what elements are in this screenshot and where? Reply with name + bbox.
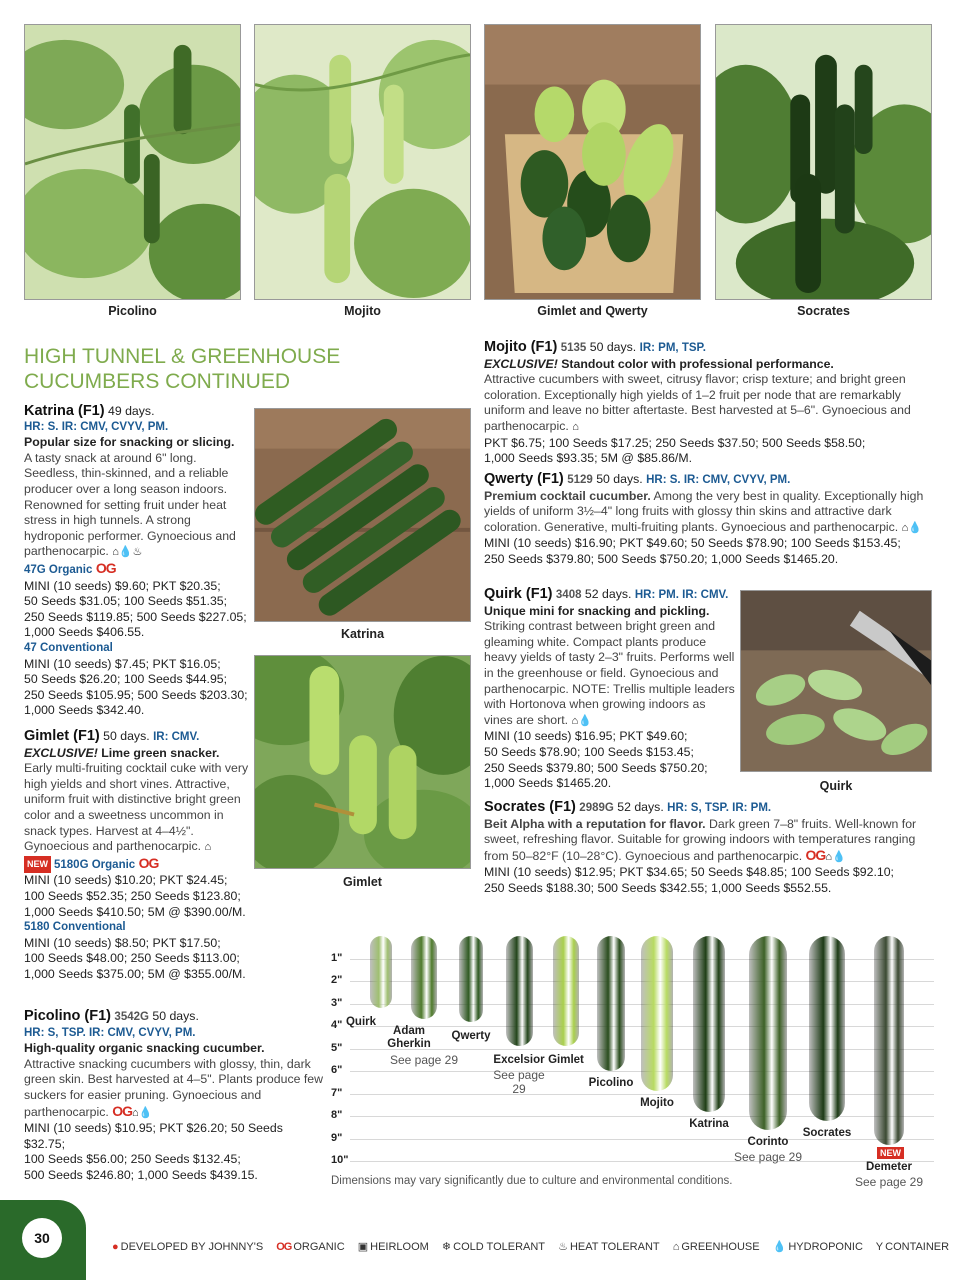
- price-line: PKT $6.75; 100 Seeds $17.25; 250 Seeds $37.50; 500 Seeds $58.50;: [484, 435, 866, 450]
- price-line: 50 Seeds $31.05; 100 Seeds $51.35;: [24, 594, 228, 609]
- size-chart-note: Dimensions may vary significantly due to culture and environmental conditions.: [331, 1175, 733, 1187]
- legend-label: COLD TOLERANT: [453, 1241, 546, 1253]
- variety-socrates: [484, 800, 930, 897]
- variety-headline: Unique mini for snacking and pickling.: [484, 603, 710, 618]
- price-line: 250 Seeds $119.85; 500 Seeds $227.05;: [24, 609, 247, 624]
- price-line: 250 Seeds $379.80; 500 Seeds $750.20; 1,000 Seeds $1465.20.: [484, 551, 839, 566]
- icon-legend: [112, 1240, 959, 1253]
- photo-quirk: [740, 590, 932, 772]
- hydroponic-icon: 💧: [908, 521, 922, 534]
- hydroponic-icon: 💧: [118, 546, 133, 559]
- section-title-line-1: HIGH TUNNEL & GREENHOUSE: [24, 345, 341, 368]
- organic-icon: OG: [95, 559, 116, 576]
- variety-resistance: HR: S. IR: CMV, CVYV, PM.: [24, 420, 169, 433]
- variety-resistance: HR: PM. IR: CMV.: [634, 589, 729, 601]
- cucumber-gimlet: [553, 936, 579, 1046]
- greenhouse-icon: ⌂: [572, 420, 579, 433]
- organic-icon: OG: [112, 1102, 132, 1119]
- greenhouse-icon: ⌂: [672, 1241, 680, 1253]
- variety-headline: Lime green snacker.: [101, 745, 220, 760]
- variety-headline: High-quality organic snacking cucumber.: [24, 1041, 265, 1056]
- variety-name: Gimlet (F1): [24, 728, 100, 744]
- conventional-label: 5180 Conventional: [24, 921, 126, 934]
- new-badge: NEW: [24, 856, 51, 874]
- exclusive-label: EXCLUSIVE!: [484, 356, 558, 371]
- cucumber-name: Katrina: [689, 1117, 729, 1130]
- variety-description: Striking contrast between bright green and gleaming white. Compact plants produce heavy yields of tasty 2–3" fruits. Performs well in the greenhouse or field. Gynoecious and parthenocarpic. NOTE: Trellis multiple leaders with Hortonova when growing indoors as vines are short.: [484, 619, 735, 727]
- product-code: 5129: [567, 474, 593, 486]
- cucumber-name: Picolino: [588, 1077, 634, 1089]
- photo-caption: Picolino: [108, 304, 157, 318]
- variety-name: Mojito (F1): [484, 339, 558, 355]
- product-code: 5135: [560, 342, 587, 354]
- cucumber-excelsior: [506, 936, 533, 1046]
- photo-caption: Quirk: [819, 779, 853, 793]
- variety-days: 50 days.: [589, 340, 637, 354]
- price-line: 100 Seeds $56.00; 250 Seeds $132.45;: [24, 1152, 241, 1167]
- legend-label: HEIRLOOM: [370, 1241, 429, 1253]
- variety-mojito: [484, 340, 924, 467]
- photo-katrina: [254, 408, 471, 622]
- inch-label: 8": [331, 1109, 343, 1121]
- photo-caption: Gimlet: [343, 875, 382, 889]
- hydroponic-icon: 💧: [772, 1241, 787, 1253]
- greenhouse-icon: ⌂: [901, 521, 909, 534]
- legend-label: DEVELOPED BY JOHNNY'S: [120, 1241, 264, 1253]
- product-code: 3408: [555, 589, 582, 601]
- cucumber-name: Socrates: [802, 1126, 852, 1139]
- product-code: 3542G: [114, 1011, 149, 1023]
- variety-headline: Premium cocktail cucumber.: [484, 488, 651, 503]
- price-line: 1,000 Seeds $406.55.: [24, 625, 145, 640]
- cucumber-qwerty: [459, 936, 483, 1022]
- see-page-note: See page 29: [389, 1053, 459, 1068]
- hydroponic-icon: 💧: [831, 850, 846, 863]
- cucumber-mojito: [641, 936, 673, 1091]
- photo-picolino: [24, 24, 241, 300]
- section-title-line-2: CUCUMBERS CONTINUED: [24, 370, 291, 393]
- inch-label: 4": [331, 1019, 343, 1031]
- variety-headline: Standout color with professional performance.: [561, 356, 834, 371]
- heat-tolerant-icon: ♨: [558, 1241, 568, 1253]
- variety-description: Among the very best in quality. Exceptionally high yields of uniform 3½–4" long fruits with glossy thin skins and attractive dark coloration. Generative, multi-fruiting plants. Gynoecious and parthenocarpic.: [484, 488, 924, 534]
- organic-icon: OG: [138, 854, 159, 871]
- variety-name: Katrina (F1): [24, 403, 105, 419]
- photo-mojito: [254, 24, 471, 300]
- inch-label: 1": [331, 951, 343, 964]
- cucumber-name: Excelsior: [493, 1054, 545, 1067]
- greenhouse-icon: ⌂: [571, 714, 579, 727]
- variety-gimlet: [24, 729, 250, 983]
- photo-gimlet: [254, 655, 471, 869]
- see-page-note: See page 29: [733, 1149, 803, 1164]
- cucumber-adam-gherkin: [411, 936, 437, 1019]
- variety-resistance: IR: PM, TSP.: [639, 342, 706, 354]
- size-grid-line: [350, 1161, 934, 1162]
- price-line: MINI (10 seeds) $16.90; PKT $49.60; 50 Seeds $78.90; 100 Seeds $153.45;: [484, 536, 901, 551]
- cucumber-name: Quirk: [345, 1016, 377, 1028]
- price-line: MINI (10 seeds) $16.95; PKT $49.60;: [484, 729, 688, 744]
- heirloom-icon: ▣: [357, 1241, 369, 1253]
- price-line: 250 Seeds $105.95; 500 Seeds $203.30;: [24, 687, 248, 702]
- hydroponic-icon: 💧: [578, 714, 592, 727]
- variety-name: Socrates (F1): [484, 799, 576, 815]
- price-line: MINI (10 seeds) $9.60; PKT $20.35;: [24, 578, 221, 593]
- photo-caption: Katrina: [340, 627, 385, 641]
- price-line: 100 Seeds $48.00; 250 Seeds $113.00;: [24, 951, 240, 966]
- photo-socrates: [715, 24, 932, 300]
- photo-caption: Socrates: [797, 304, 850, 318]
- legend-label: HYDROPONIC: [788, 1241, 863, 1253]
- price-line: MINI (10 seeds) $10.20; PKT $24.45;: [24, 873, 228, 888]
- cucumber-name: Mojito: [640, 1097, 674, 1110]
- hydroponic-icon: 💧: [138, 1106, 153, 1119]
- price-line: 1,000 Seeds $410.50; 5M @ $390.00/M.: [24, 904, 246, 919]
- inch-label: 9": [331, 1131, 343, 1144]
- see-page-note: See page 29: [493, 1068, 545, 1097]
- price-line: 1,000 Seeds $375.00; 5M @ $355.00/M.: [24, 966, 246, 981]
- legend-label: HEAT TOLERANT: [569, 1241, 660, 1253]
- variety-resistance: HR: S. IR: CMV, CVYV, PM.: [646, 474, 791, 486]
- section-title: [24, 344, 354, 394]
- container-icon: Y: [875, 1241, 884, 1253]
- cucumber-name: Adam Gherkin: [387, 1025, 431, 1051]
- heat-tolerant-icon: ♨: [132, 546, 143, 559]
- price-line: 1,000 Seeds $342.40.: [24, 703, 145, 718]
- photo-gimlet-qwerty: [484, 24, 701, 300]
- variety-katrina: [24, 404, 250, 719]
- cold-tolerant-icon: ❄: [441, 1241, 452, 1253]
- greenhouse-icon: ⌂: [204, 841, 212, 854]
- inch-label: 6": [331, 1064, 343, 1076]
- legend-label: GREENHOUSE: [681, 1241, 760, 1253]
- variety-description: Attractive cucumbers with sweet, citrusy flavor; crisp texture; and bright green coloration. Exceptionally high yields of 1–2 fruit per node that are remarkably uniform and leave no bitter aftertaste. Best harvested at 5–6". Gynoecious and parthenocarpic.: [484, 372, 911, 433]
- variety-resistance: HR: S, TSP. IR: PM.: [667, 802, 772, 814]
- greenhouse-icon: ⌂: [112, 546, 119, 559]
- greenhouse-icon: ⌂: [825, 850, 832, 863]
- price-line: 1,000 Seeds $1465.20.: [484, 776, 612, 791]
- cucumber-name: Qwerty: [451, 1029, 491, 1042]
- photo-caption: Gimlet and Qwerty: [537, 304, 648, 318]
- size-grid-line: [350, 1094, 934, 1095]
- variety-days: 50 days.: [103, 729, 150, 743]
- organic-label: 47G Organic: [24, 563, 93, 576]
- conventional-label: 47 Conventional: [24, 641, 113, 654]
- cucumber-name: Corinto: [747, 1135, 789, 1148]
- cucumber-quirk: [370, 936, 392, 1008]
- see-page-note: See page 29: [854, 1175, 924, 1190]
- variety-days: 49 days.: [108, 404, 155, 418]
- cucumber-corinto: [749, 936, 787, 1130]
- organic-icon: OG: [276, 1241, 292, 1253]
- legend-label: ORGANIC: [293, 1241, 345, 1253]
- organic-icon: OG: [805, 846, 826, 863]
- variety-headline: Popular size for snacking or slicing.: [24, 435, 235, 450]
- cucumber-name: Gimlet: [548, 1054, 584, 1067]
- variety-description: A tasty snack at around 6" long. Seedless, thin-skinned, and a reliable producer over a long season indoors. Renowned for setting fruit under heat stress in high tunnels. A strong hydroponic performer. Gynoecious and parthenocarpic.: [24, 450, 236, 559]
- variety-days: 52 days.: [584, 587, 632, 601]
- variety-picolino: [24, 1009, 324, 1184]
- size-grid-line: [350, 1116, 934, 1117]
- price-line: 500 Seeds $246.80; 1,000 Seeds $439.15.: [24, 1167, 258, 1182]
- exclusive-label: EXCLUSIVE!: [24, 745, 98, 760]
- page-number: 30: [22, 1218, 62, 1258]
- johnnys-icon: ●: [112, 1241, 119, 1253]
- variety-description: Attractive snacking cucumbers with glossy, thin, dark green skin. Best harvested at 4–5". Plants produce few suckers for easier pruning. Gynoecious and parthenocarpic.: [24, 1056, 323, 1119]
- price-line: MINI (10 seeds) $8.50; PKT $17.50;: [24, 935, 221, 950]
- photo-caption: Mojito: [344, 304, 381, 318]
- variety-name: Quirk (F1): [484, 586, 553, 602]
- inch-label: 10": [331, 1154, 349, 1166]
- variety-qwerty: [484, 472, 926, 568]
- product-code: 2989G: [579, 802, 614, 814]
- inch-label: 7": [331, 1086, 343, 1099]
- price-line: MINI (10 seeds) $7.45; PKT $16.05;: [24, 656, 221, 671]
- variety-days: 50 days.: [152, 1009, 199, 1023]
- legend-label: CONTAINER: [885, 1241, 950, 1253]
- greenhouse-icon: ⌂: [131, 1106, 139, 1119]
- inch-label: 5": [331, 1041, 343, 1054]
- price-line: 50 Seeds $26.20; 100 Seeds $44.95;: [24, 672, 228, 687]
- inch-label: 3": [331, 996, 343, 1009]
- price-line: 50 Seeds $78.90; 100 Seeds $153.45;: [484, 744, 694, 759]
- price-line: 250 Seeds $379.80; 500 Seeds $750.20;: [484, 760, 708, 775]
- variety-resistance: IR: CMV.: [153, 731, 200, 743]
- price-line: 250 Seeds $188.30; 500 Seeds $342.55; 1,000 Seeds $552.55.: [484, 880, 832, 895]
- cucumber-katrina: [693, 936, 725, 1112]
- variety-headline: Beit Alpha with a reputation for flavor.: [484, 816, 706, 831]
- variety-description: Dark green 7–8" fruits. Well-known for sweet, refreshing flavor. Suitable for growing indoors with temperatures ranging from 50–82°F (10–28°C). Gynoecious and parthenocarpic.: [484, 816, 917, 863]
- variety-name: Picolino (F1): [24, 1008, 111, 1024]
- variety-days: 50 days.: [596, 472, 643, 486]
- price-line: MINI (10 seeds) $12.95; PKT $34.65; 50 Seeds $48.85; 100 Seeds $92.10;: [484, 865, 894, 880]
- cucumber-socrates: [809, 936, 845, 1121]
- price-line: MINI (10 seeds) $10.95; PKT $26.20; 50 Seeds $32.75;: [24, 1121, 283, 1151]
- new-badge: NEW: [877, 1147, 904, 1159]
- variety-description: Early multi-fruiting cocktail cuke with very high yields and short vines. Attractive, uniform fruit with distinctive bright green color and a sweetness uncommon in snack types. Harvest at 4–4½". Gynoecious and parthenocarpic.: [24, 761, 249, 854]
- variety-quirk: [484, 587, 736, 792]
- variety-days: 52 days.: [617, 800, 664, 814]
- variety-name: Qwerty (F1): [484, 471, 564, 487]
- price-line: 100 Seeds $52.35; 250 Seeds $123.80;: [24, 888, 241, 903]
- variety-resistance: HR: S, TSP. IR: CMV, CVYV, PM.: [24, 1026, 196, 1039]
- cucumber-demeter: [874, 936, 904, 1145]
- price-line: 1,000 Seeds $93.35; 5M @ $85.86/M.: [484, 451, 693, 466]
- inch-label: 2": [331, 974, 343, 986]
- cucumber-picolino: [597, 936, 625, 1071]
- cucumber-name: Demeter: [865, 1161, 913, 1174]
- organic-label: 5180G Organic: [54, 858, 136, 871]
